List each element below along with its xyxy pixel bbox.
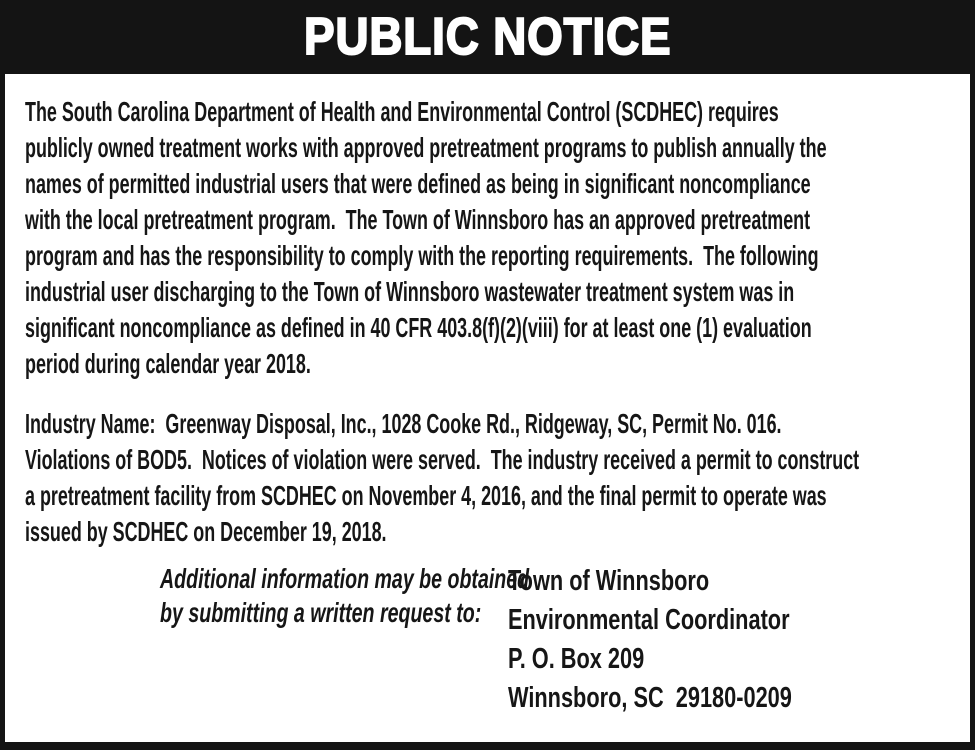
text-line: significant noncompliance as defined in 40 CFR 403.8(f)(2)(viii) for at least one (1) evaluation [25,312,812,343]
text-line: Violations of BOD5. Notices of violation were served. The industry received a permit to construct [25,444,860,475]
notice-title-bar [0,0,975,74]
text-line: names of permitted industrial users that were defined as being in significant noncompliance [25,168,811,199]
paragraph-industry-details [25,406,970,550]
text-line: period during calendar year 2018. [25,348,311,379]
text-line: industrial user discharging to the Town of Winnsboro wastewater treatment system was in [25,276,795,307]
text-line: publicly owned treatment works with approved pretreatment programs to publish annually the [25,132,827,163]
text-line: by submitting a written request to: [160,597,482,628]
notice-content [5,74,970,718]
text-line: Additional information may be obtained [160,563,530,594]
text-line: The South Carolina Department of Health and Environmental Control (SCDHEC) requires [25,96,779,127]
text-line: program and has the responsibility to comply with the reporting requirements. The following [25,240,819,271]
footer-section [25,562,970,718]
request-note [25,562,530,718]
text-line: issued by SCDHEC on December 19, 2018. [25,516,387,547]
text-line: Industry Name: Greenway Disposal, Inc., 1028 Cooke Rd., Ridgeway, SC, Permit No. 016. [25,408,782,439]
paragraph-regulatory-requirements [25,94,970,382]
address-line: P. O. Box 209 [508,643,645,675]
address-line: Environmental Coordinator [508,604,790,636]
address-line: Winnsboro, SC 29180-0209 [508,682,792,714]
address-block [508,562,887,718]
text-line: a pretreatment facility from SCDHEC on November 4, 2016, and the final permit to operate was [25,480,827,511]
text-line: with the local pretreatment program. The Town of Winnsboro has an approved pretreatment [25,204,811,235]
notice-title: PUBLIC NOTICE [303,8,672,66]
address-line: Town of Winnsboro [508,565,710,597]
